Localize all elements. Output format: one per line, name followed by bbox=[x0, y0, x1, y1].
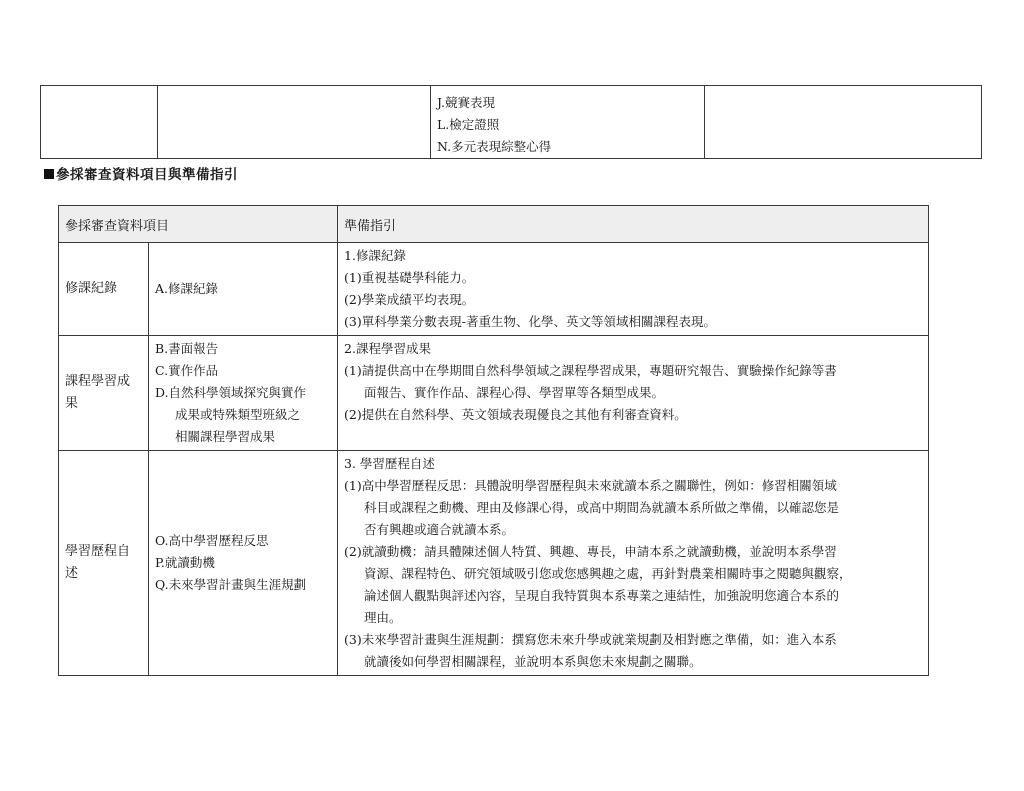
guide-point-cont: 否有興趣或適合就讀本系。 bbox=[364, 522, 515, 537]
guide-point: (2)學業成績平均表現。 bbox=[344, 292, 475, 307]
guide-point: (3)單科學業分數表現-著重生物、化學、英文等領域相關課程表現。 bbox=[344, 314, 716, 329]
guide-point: (1)請提供高中在學期間自然科學領域之課程學習成果，專題研究報告、實驗操作紀錄等書 bbox=[344, 363, 837, 378]
guide-point-cont: 面報告、實作作品、課程心得、學習單等各類型成果。 bbox=[364, 385, 665, 400]
empty-cell bbox=[705, 86, 982, 159]
list-item: N.多元表現綜整心得 bbox=[437, 139, 552, 154]
guide-point-cont: 資源、課程特色、研究領域吸引您或您感興趣之處，再針對農業相關時事之閱聽與觀察， bbox=[364, 566, 852, 581]
category-cell: 修課紀錄 bbox=[59, 243, 149, 336]
empty-cell bbox=[41, 86, 158, 159]
guide-title: 2.課程學習成果 bbox=[344, 341, 431, 356]
guide-title: 3. 學習歷程自述 bbox=[344, 456, 435, 471]
list-item: Q.未來學習計畫與生涯規劃 bbox=[155, 577, 307, 592]
guide-title: 1.修課紀錄 bbox=[344, 248, 406, 263]
list-item: J.競賽表現 bbox=[437, 95, 496, 110]
section-title: 參採審查資料項目與準備指引 bbox=[44, 163, 238, 183]
guide-point-cont: 論述個人觀點與評述內容，呈現自我特質與本系專業之連結性，加強說明您適合本系的 bbox=[364, 588, 840, 603]
empty-cell bbox=[158, 86, 431, 159]
category-cell: 課程學習成 果 bbox=[59, 336, 149, 451]
list-item: P.就讀動機 bbox=[155, 555, 215, 570]
header-item: 參採審查資料項目 bbox=[59, 206, 338, 243]
list-item: D.自然科學領域探究與實作 bbox=[155, 385, 307, 400]
guide-cell bbox=[338, 243, 929, 336]
guide-cell bbox=[338, 451, 929, 676]
guide-point: (2)就讀動機：請具體陳述個人特質、興趣、專長，申請本系之就讀動機，並說明本系學習 bbox=[344, 544, 837, 559]
guide-point-cont: 科目或課程之動機、理由及修課心得，或高中期間為就讀本系所做之準備，以確認您是 bbox=[364, 500, 840, 515]
guide-point: (3)未來學習計畫與生涯規劃：撰寫您未來升學或就業規劃及相對應之準備，如：進入本系 bbox=[344, 632, 837, 647]
table-header-row bbox=[59, 206, 929, 243]
list-item: B.書面報告 bbox=[155, 341, 219, 356]
guide-point: (1)重視基礎學科能力。 bbox=[344, 270, 475, 285]
continued-table bbox=[40, 85, 982, 159]
list-item: A.修課紀錄 bbox=[155, 281, 219, 296]
table-row bbox=[59, 336, 929, 451]
items-cell bbox=[149, 243, 338, 336]
guide-point-cont: 就讀後如何學習相關課程，並說明本系與您未來規劃之關聯。 bbox=[364, 654, 702, 669]
table-row bbox=[59, 451, 929, 676]
items-cell bbox=[149, 336, 338, 451]
items-cell bbox=[149, 451, 338, 676]
review-items-table bbox=[58, 205, 929, 676]
guide-point: (2)提供在自然科學、英文領域表現優良之其他有利審查資料。 bbox=[344, 407, 687, 422]
item-list bbox=[431, 86, 705, 159]
header-guide: 準備指引 bbox=[338, 206, 929, 243]
list-item: L.檢定證照 bbox=[437, 117, 500, 132]
guide-point: (1)高中學習歷程反思：具體說明學習歷程與未來就讀本系之關聯性，例如：修習相關領域 bbox=[344, 478, 837, 493]
list-item-cont: 成果或特殊類型班級之 bbox=[175, 407, 301, 422]
table-row bbox=[59, 243, 929, 336]
category-cell: 學習歷程自 述 bbox=[59, 451, 149, 676]
list-item-cont: 相關課程學習成果 bbox=[175, 429, 276, 444]
list-item: C.實作作品 bbox=[155, 363, 219, 378]
square-bullet-icon bbox=[44, 169, 54, 179]
guide-cell bbox=[338, 336, 929, 451]
list-item: O.高中學習歷程反思 bbox=[155, 533, 269, 548]
guide-point-cont: 理由。 bbox=[364, 610, 402, 625]
